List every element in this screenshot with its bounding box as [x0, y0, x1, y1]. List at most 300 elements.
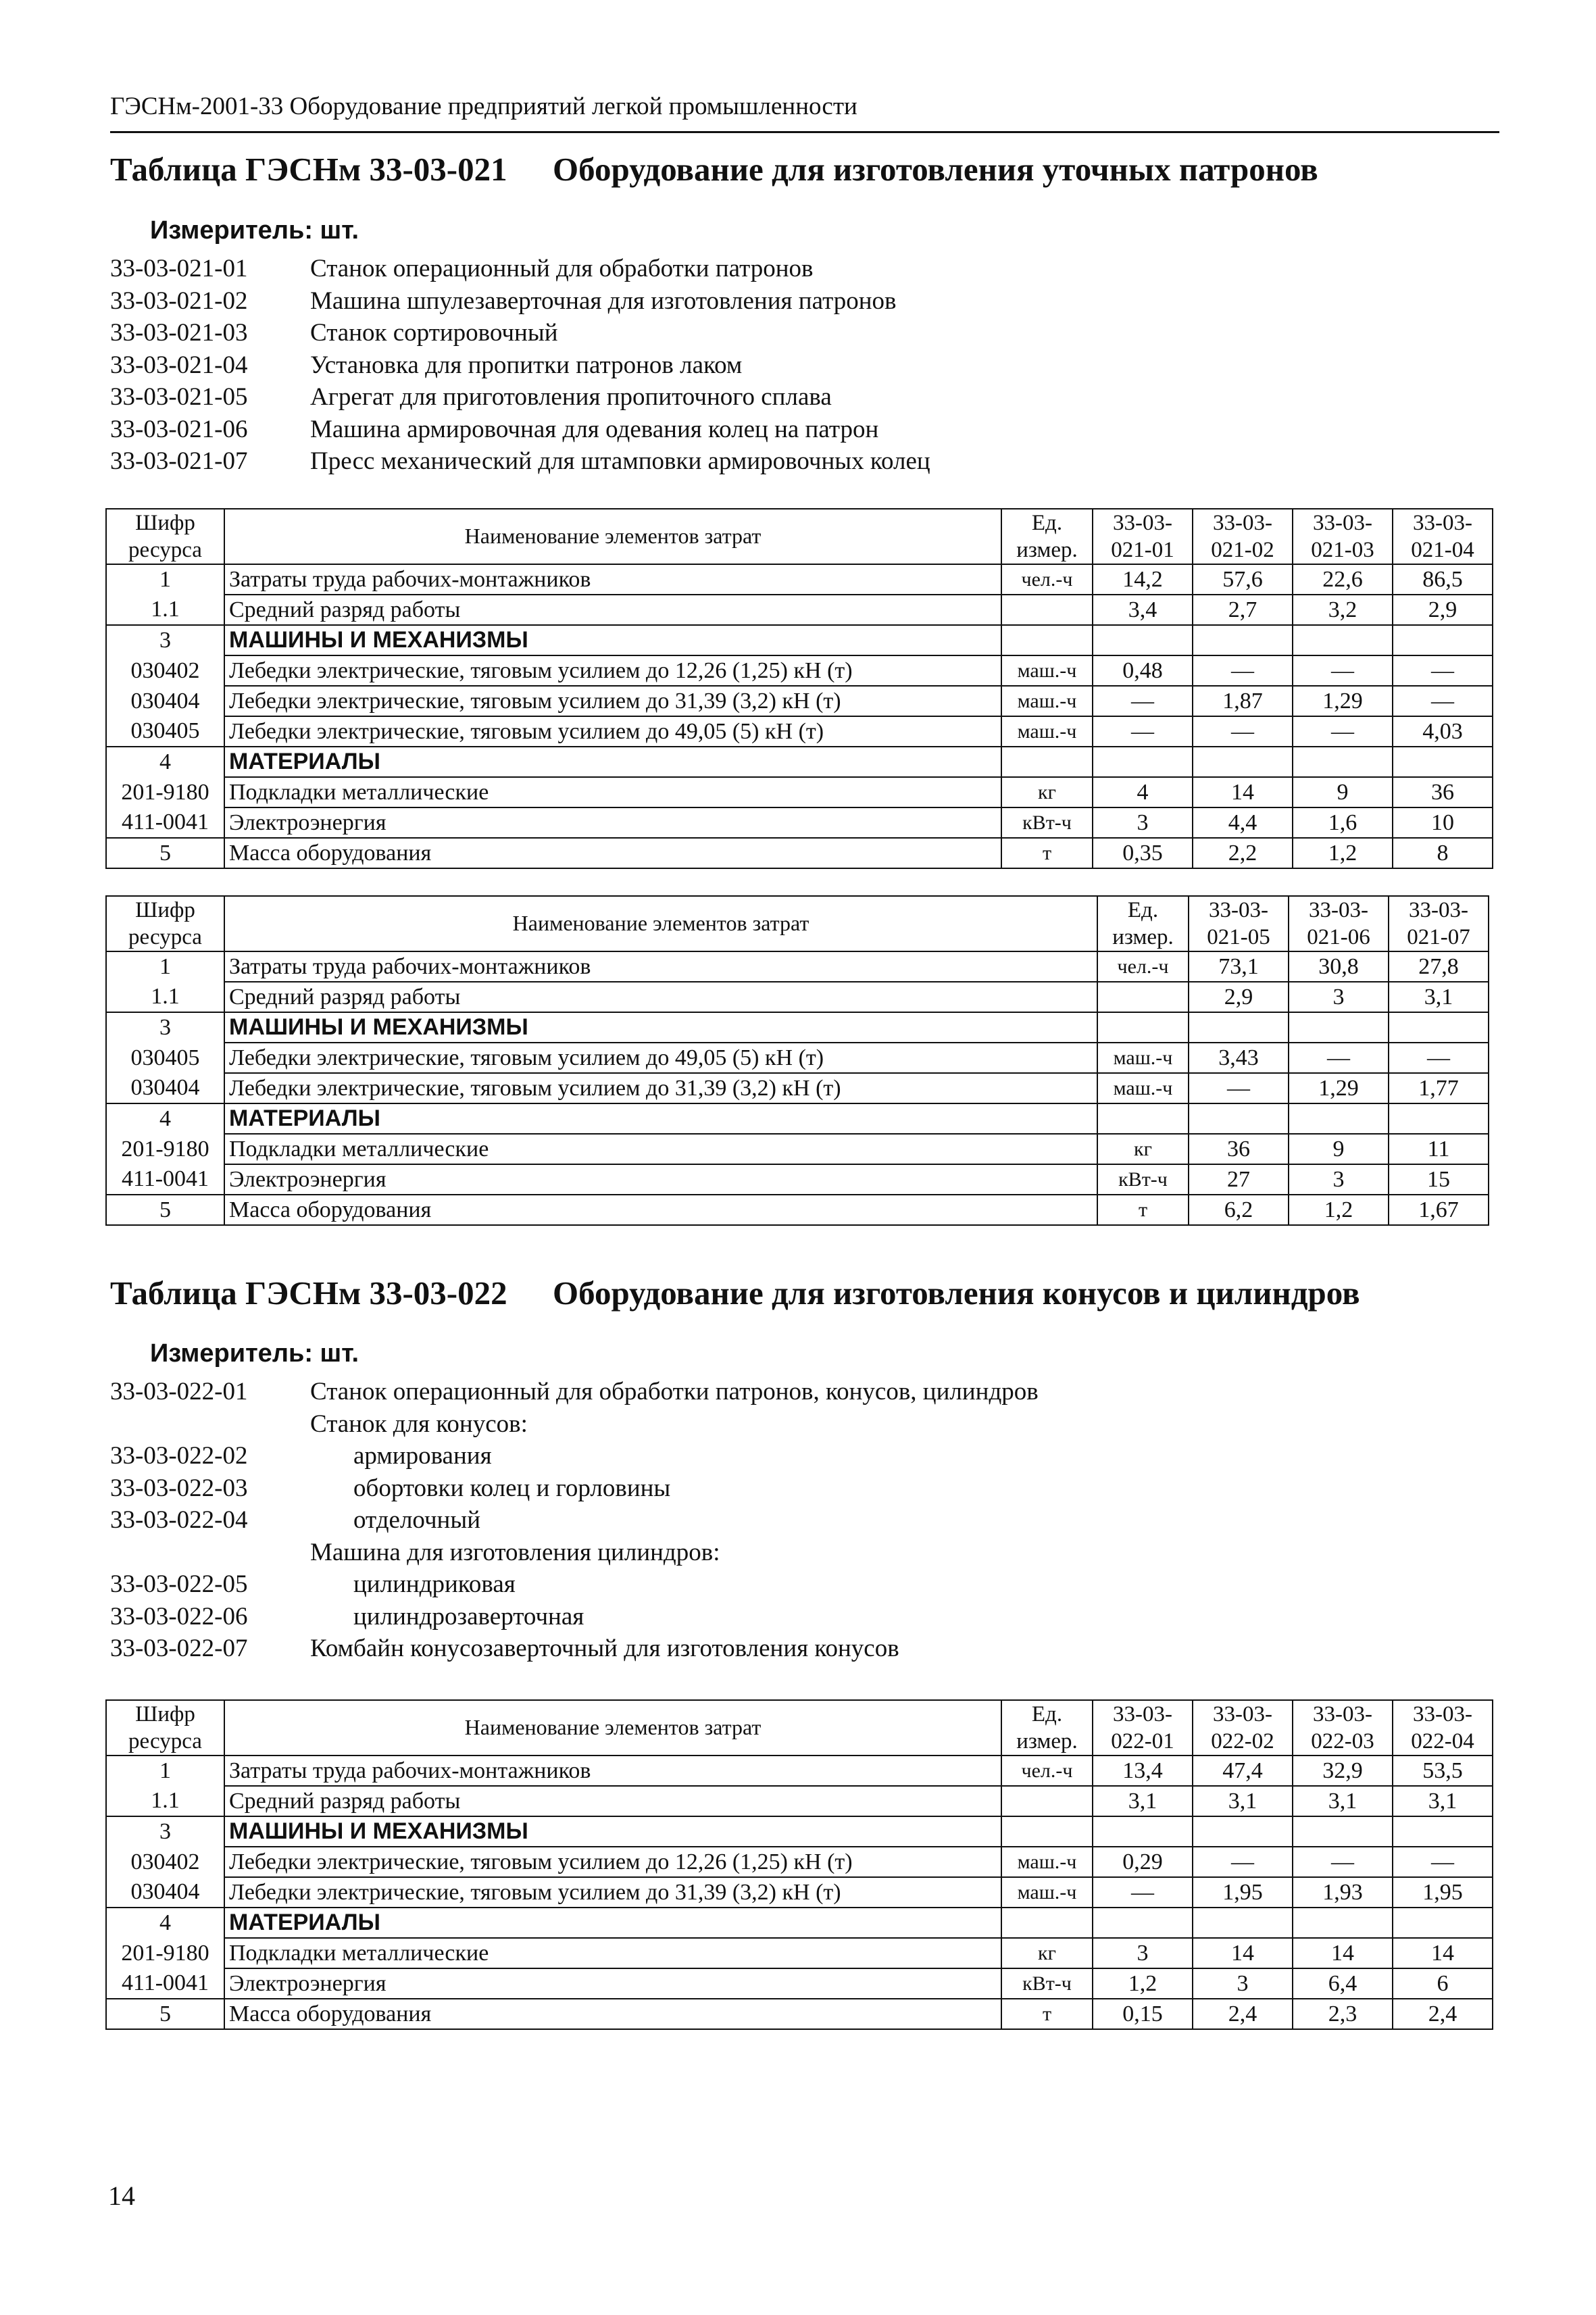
cost-element-name: МАШИНЫ И МЕХАНИЗМЫ [224, 625, 1001, 655]
item-description: цилиндрозаверточная [353, 1602, 584, 1631]
norm-value [1093, 1816, 1193, 1847]
resource-code: 5 [106, 838, 224, 868]
unit-of-measure: маш.-ч [1097, 1073, 1189, 1103]
header-column-code: 021-06 [1289, 924, 1389, 951]
code-list-item [110, 445, 930, 478]
cost-element-name: Затраты труда рабочих-монтажников [224, 951, 1097, 982]
code-list-item [110, 1537, 1039, 1569]
code-list-item [110, 349, 930, 382]
item-description: Пресс механический для штамповки армировочных колец [310, 447, 930, 475]
unit-of-measure: т [1001, 1999, 1093, 2029]
code-list-item [110, 1472, 1039, 1505]
header-column-code: 022-03 [1293, 1728, 1393, 1756]
unit-of-measure [1001, 1816, 1093, 1847]
norm-value: 2,2 [1193, 838, 1293, 868]
unit-of-measure [1097, 1103, 1189, 1134]
norm-value: 36 [1393, 777, 1493, 807]
table-row [106, 686, 1493, 716]
header-code: Шифр [106, 896, 224, 924]
header-column-code: 021-03 [1293, 537, 1393, 564]
resource-code: 1 [106, 564, 224, 595]
resource-code: 1.1 [106, 595, 224, 625]
norm-value: 10 [1393, 807, 1493, 838]
cost-element-name: Средний разряд работы [224, 595, 1001, 625]
unit-of-measure: кг [1001, 777, 1093, 807]
norm-value: 1,2 [1293, 838, 1393, 868]
norm-value: 32,9 [1293, 1756, 1393, 1786]
table-row [106, 1847, 1493, 1877]
norm-value: 1,29 [1293, 686, 1393, 716]
cost-element-name: Лебедки электрические, тяговым усилием до 49,05 (5) кН (т) [224, 716, 1001, 747]
table-row [106, 595, 1493, 625]
norm-value: 2,4 [1393, 1999, 1493, 2029]
norm-value: 4,03 [1393, 716, 1493, 747]
table-title-022 [110, 1274, 1360, 1312]
norm-value: 4 [1093, 777, 1193, 807]
norm-value: 3 [1289, 982, 1389, 1012]
resource-code: 4 [106, 747, 224, 777]
header-column-code: 33-03- [1393, 509, 1493, 537]
table-row [106, 716, 1493, 747]
resource-code: 030405 [106, 1043, 224, 1073]
cost-element-name: Затраты труда рабочих-монтажников [224, 564, 1001, 595]
item-code: 33-03-022-04 [110, 1506, 248, 1534]
norm-value [1093, 625, 1193, 655]
code-list-item [110, 414, 930, 446]
norm-value [1293, 1908, 1393, 1938]
norm-value [1393, 1816, 1493, 1847]
norm-value [1293, 747, 1393, 777]
item-description: цилиндриковая [353, 1570, 516, 1598]
resource-code: 3 [106, 1012, 224, 1043]
table-row [106, 1012, 1489, 1043]
table-row [106, 1103, 1489, 1134]
unit-of-measure: чел.-ч [1001, 1756, 1093, 1786]
norm-value: — [1393, 655, 1493, 686]
table-row [106, 625, 1493, 655]
norm-value [1389, 1103, 1489, 1134]
norm-value [1289, 1103, 1389, 1134]
item-description: армирования [353, 1442, 492, 1470]
norm-value: 3,1 [1093, 1786, 1193, 1816]
table-row [106, 1908, 1493, 1938]
norm-value: — [1093, 716, 1193, 747]
norm-value [1189, 1012, 1289, 1043]
table-row [106, 564, 1493, 595]
resource-code: 5 [106, 1999, 224, 2029]
table-title-021 [110, 150, 1318, 189]
cost-element-name: Масса оборудования [224, 838, 1001, 868]
norm-value [1193, 747, 1293, 777]
resource-code: 030402 [106, 655, 224, 686]
norm-value: — [1393, 1847, 1493, 1877]
table-row [106, 1968, 1493, 1999]
table-header-row [106, 896, 1489, 924]
table-row [106, 1043, 1489, 1073]
norm-value [1193, 625, 1293, 655]
header-column-code: 33-03- [1189, 896, 1289, 924]
cost-element-name: Подкладки металлические [224, 1938, 1001, 1968]
table-header-row [106, 509, 1493, 537]
unit-of-measure: кВт-ч [1001, 807, 1093, 838]
unit-of-measure: т [1001, 838, 1093, 868]
norm-value: 3,4 [1093, 595, 1193, 625]
table-row [106, 1073, 1489, 1103]
unit-of-measure [1001, 595, 1093, 625]
header-code: ресурса [106, 1728, 224, 1756]
norm-value: 73,1 [1189, 951, 1289, 982]
cost-element-name: Подкладки металлические [224, 777, 1001, 807]
table-row [106, 1134, 1489, 1164]
norm-value: — [1293, 1847, 1393, 1877]
item-code: 33-03-022-06 [110, 1602, 248, 1631]
resource-code: 411-0041 [106, 807, 224, 838]
cost-element-name: Подкладки металлические [224, 1134, 1097, 1164]
item-description: Станок операционный для обработки патронов [310, 255, 814, 282]
norm-value: 30,8 [1289, 951, 1389, 982]
item-code: 33-03-021-05 [110, 383, 248, 411]
header-unit: измер. [1001, 1728, 1093, 1756]
code-list-item [110, 1440, 1039, 1472]
table-title-text: Оборудование для изготовления уточных патронов [553, 151, 1318, 188]
cost-element-name: Масса оборудования [224, 1999, 1001, 2029]
item-description: Агрегат для приготовления пропиточного сплава [310, 383, 832, 411]
cost-element-name: Лебедки электрические, тяговым усилием до 31,39 (3,2) кН (т) [224, 1877, 1001, 1908]
table-header-row [106, 1700, 1493, 1728]
norm-value: — [1389, 1043, 1489, 1073]
norm-value: 2,9 [1393, 595, 1493, 625]
norm-value: 2,9 [1189, 982, 1289, 1012]
header-column-code: 33-03- [1289, 896, 1389, 924]
item-code: 33-03-022-01 [110, 1378, 248, 1405]
resource-code: 411-0041 [106, 1164, 224, 1195]
norm-value: 3 [1093, 807, 1193, 838]
item-code: 33-03-022-03 [110, 1474, 248, 1502]
unit-of-measure [1001, 625, 1093, 655]
table-row [106, 1786, 1493, 1816]
header-column-code: 33-03- [1193, 1700, 1293, 1728]
code-list-item [110, 317, 930, 349]
item-code [110, 1537, 310, 1569]
norm-value: 3,1 [1393, 1786, 1493, 1816]
norm-value [1393, 747, 1493, 777]
norm-value: — [1093, 686, 1193, 716]
cost-element-name: Лебедки электрические, тяговым усилием до 31,39 (3,2) кН (т) [224, 1073, 1097, 1103]
header-unit: измер. [1097, 924, 1189, 951]
norm-value: — [1293, 655, 1393, 686]
header-column-code: 021-02 [1193, 537, 1293, 564]
unit-of-measure: маш.-ч [1001, 1847, 1093, 1877]
table-row [106, 838, 1493, 868]
norm-value [1289, 1012, 1389, 1043]
unit-of-measure: чел.-ч [1097, 951, 1189, 982]
item-code: 33-03-022-05 [110, 1570, 248, 1598]
unit-of-measure: кВт-ч [1097, 1164, 1189, 1195]
norm-value: 47,4 [1193, 1756, 1293, 1786]
header-name: Наименование элементов затрат [224, 896, 1097, 951]
norm-value: 9 [1293, 777, 1393, 807]
item-description: Установка для пропитки патронов лаком [310, 351, 743, 379]
table-row [106, 1816, 1493, 1847]
item-description: Станок операционный для обработки патронов, конусов, цилиндров [310, 1378, 1039, 1405]
unit-of-measure: маш.-ч [1001, 655, 1093, 686]
norm-value: — [1193, 655, 1293, 686]
norm-value: 6,2 [1189, 1195, 1289, 1225]
unit-of-measure [1097, 982, 1189, 1012]
header-unit: измер. [1001, 537, 1093, 564]
header-column-code: 021-07 [1389, 924, 1489, 951]
table-title-text: Оборудование для изготовления конусов и цилиндров [553, 1274, 1360, 1312]
item-description: Машина для изготовления цилиндров: [310, 1538, 720, 1566]
item-code: 33-03-022-02 [110, 1442, 248, 1470]
norm-value: 3 [1093, 1938, 1193, 1968]
norm-value: 1,77 [1389, 1073, 1489, 1103]
norm-value: — [1289, 1043, 1389, 1073]
table-row [106, 1195, 1489, 1225]
norm-value: 3,1 [1293, 1786, 1393, 1816]
cost-element-name: Масса оборудования [224, 1195, 1097, 1225]
header-code: Шифр [106, 509, 224, 537]
norm-value: — [1293, 716, 1393, 747]
table-row [106, 777, 1493, 807]
norm-value: 2,7 [1193, 595, 1293, 625]
item-description: Станок для конусов: [310, 1410, 528, 1438]
cost-element-name: МАШИНЫ И МЕХАНИЗМЫ [224, 1816, 1001, 1847]
norm-value: 11 [1389, 1134, 1489, 1164]
page-number: 14 [108, 2181, 135, 2211]
code-list-item [110, 1408, 1039, 1441]
header-name: Наименование элементов затрат [224, 1700, 1001, 1756]
table-row [106, 951, 1489, 982]
cost-element-name: МАТЕРИАЛЫ [224, 1103, 1097, 1134]
unit-of-measure [1001, 1786, 1093, 1816]
header-unit: Ед. [1097, 896, 1189, 924]
norm-value [1193, 1908, 1293, 1938]
norm-value: — [1193, 716, 1293, 747]
norm-value: 3,1 [1389, 982, 1489, 1012]
running-header: ГЭСНм-2001-33 Оборудование предприятий легкой промышленности [110, 93, 857, 120]
header-column-code: 33-03- [1293, 1700, 1393, 1728]
cost-element-name: МАТЕРИАЛЫ [224, 747, 1001, 777]
cost-element-name: Лебедки электрические, тяговым усилием до 31,39 (3,2) кН (т) [224, 686, 1001, 716]
item-description: обортовки колец и горловины [353, 1474, 671, 1502]
norm-value: 3 [1193, 1968, 1293, 1999]
header-code: Шифр [106, 1700, 224, 1728]
resource-code: 4 [106, 1103, 224, 1134]
code-list-item [110, 1568, 1039, 1601]
norm-value: 1,95 [1193, 1877, 1293, 1908]
norm-value: — [1189, 1073, 1289, 1103]
item-description: Машина армировочная для одевания колец на патрон [310, 415, 879, 443]
norm-value: 2,4 [1193, 1999, 1293, 2029]
norm-value: 9 [1289, 1134, 1389, 1164]
resource-code: 030404 [106, 1877, 224, 1908]
header-code: ресурса [106, 924, 224, 951]
header-column-code: 33-03- [1293, 509, 1393, 537]
header-column-code: 022-01 [1093, 1728, 1193, 1756]
norm-value: 6 [1393, 1968, 1493, 1999]
item-code: 33-03-021-06 [110, 415, 248, 443]
code-list-021 [110, 253, 930, 478]
norm-value: 6,4 [1293, 1968, 1393, 1999]
table-title-code: Таблица ГЭСНм 33-03-022 [110, 1274, 507, 1312]
unit-of-measure: маш.-ч [1001, 1877, 1093, 1908]
unit-of-measure: кг [1097, 1134, 1189, 1164]
item-code: 33-03-021-03 [110, 319, 248, 347]
header-column-code: 021-05 [1189, 924, 1289, 951]
header-column-code: 022-02 [1193, 1728, 1293, 1756]
norm-value: 3,43 [1189, 1043, 1289, 1073]
header-column-code: 33-03- [1193, 509, 1293, 537]
resource-code: 030402 [106, 1847, 224, 1877]
cost-element-name: Лебедки электрические, тяговым усилием до 12,26 (1,25) кН (т) [224, 1847, 1001, 1877]
header-column-code: 33-03- [1093, 509, 1193, 537]
norm-value: 14 [1193, 777, 1293, 807]
norm-value: 1,67 [1389, 1195, 1489, 1225]
resource-code: 411-0041 [106, 1968, 224, 1999]
norm-value: 36 [1189, 1134, 1289, 1164]
table-row [106, 1938, 1493, 1968]
unit-of-measure: т [1097, 1195, 1189, 1225]
code-list-item [110, 381, 930, 414]
norm-value: 1,29 [1289, 1073, 1389, 1103]
header-column-code: 021-04 [1393, 537, 1493, 564]
table-row [106, 1999, 1493, 2029]
header-unit: Ед. [1001, 509, 1093, 537]
header-column-code: 33-03- [1389, 896, 1489, 924]
norm-value: 14 [1293, 1938, 1393, 1968]
table-row [106, 807, 1493, 838]
code-list-022 [110, 1376, 1039, 1665]
measure-unit: Измеритель: шт. [150, 1339, 359, 1368]
table-row [106, 747, 1493, 777]
header-column-code: 33-03- [1093, 1700, 1193, 1728]
norm-value: 0,15 [1093, 1999, 1193, 2029]
resource-code: 1.1 [106, 1786, 224, 1816]
cost-element-name: Средний разряд работы [224, 982, 1097, 1012]
unit-of-measure: кг [1001, 1938, 1093, 1968]
cost-element-name: Лебедки электрические, тяговым усилием до 12,26 (1,25) кН (т) [224, 655, 1001, 686]
norm-value: 1,93 [1293, 1877, 1393, 1908]
cost-element-name: Затраты труда рабочих-монтажников [224, 1756, 1001, 1786]
resource-code: 1 [106, 1756, 224, 1786]
cost-element-name: Средний разряд работы [224, 1786, 1001, 1816]
norm-value: 0,29 [1093, 1847, 1193, 1877]
item-code: 33-03-022-07 [110, 1635, 248, 1662]
unit-of-measure: чел.-ч [1001, 564, 1093, 595]
norm-value: 8 [1393, 838, 1493, 868]
norm-value: 14 [1393, 1938, 1493, 1968]
item-code: 33-03-021-01 [110, 255, 248, 282]
header-name: Наименование элементов затрат [224, 509, 1001, 564]
unit-of-measure: маш.-ч [1001, 716, 1093, 747]
norm-value [1393, 1908, 1493, 1938]
item-description: Комбайн конусозаверточный для изготовления конусов [310, 1635, 899, 1662]
unit-of-measure [1001, 1908, 1093, 1938]
code-list-item [110, 285, 930, 318]
header-column-code: 022-04 [1393, 1728, 1493, 1756]
cost-element-name: МАШИНЫ И МЕХАНИЗМЫ [224, 1012, 1097, 1043]
norm-value: 14 [1193, 1938, 1293, 1968]
item-description: Станок сортировочный [310, 319, 558, 347]
code-list-item [110, 1633, 1039, 1665]
table-row [106, 1877, 1493, 1908]
unit-of-measure: маш.-ч [1001, 686, 1093, 716]
unit-of-measure: маш.-ч [1097, 1043, 1189, 1073]
item-code: 33-03-021-07 [110, 447, 248, 475]
norm-value [1093, 1908, 1193, 1938]
unit-of-measure [1001, 747, 1093, 777]
resource-code: 3 [106, 625, 224, 655]
resource-code: 3 [106, 1816, 224, 1847]
resource-code: 4 [106, 1908, 224, 1938]
norm-value [1193, 1816, 1293, 1847]
unit-of-measure [1097, 1012, 1189, 1043]
norm-value: 0,48 [1093, 655, 1193, 686]
item-description: Машина шпулезаверточная для изготовления патронов [310, 287, 897, 315]
norm-value: 27,8 [1389, 951, 1489, 982]
norm-table-021-b [105, 895, 1489, 1226]
table-row [106, 982, 1489, 1012]
cost-element-name: Лебедки электрические, тяговым усилием до 49,05 (5) кН (т) [224, 1043, 1097, 1073]
item-description: отделочный [353, 1506, 481, 1534]
code-list-item [110, 253, 930, 285]
norm-value: 1,87 [1193, 686, 1293, 716]
norm-value [1389, 1012, 1489, 1043]
resource-code: 1.1 [106, 982, 224, 1012]
header-column-code: 33-03- [1393, 1700, 1493, 1728]
norm-value: 2,3 [1293, 1999, 1393, 2029]
resource-code: 201-9180 [106, 1134, 224, 1164]
norm-value: 3 [1289, 1164, 1389, 1195]
resource-code: 201-9180 [106, 1938, 224, 1968]
norm-value: 3,2 [1293, 595, 1393, 625]
norm-value: 86,5 [1393, 564, 1493, 595]
norm-value: 1,2 [1093, 1968, 1193, 1999]
resource-code: 030405 [106, 716, 224, 747]
norm-value: — [1093, 1877, 1193, 1908]
measure-unit: Измеритель: шт. [150, 216, 359, 245]
resource-code: 1 [106, 951, 224, 982]
norm-value: 13,4 [1093, 1756, 1193, 1786]
cost-element-name: Электроэнергия [224, 807, 1001, 838]
cost-element-name: Электроэнергия [224, 1968, 1001, 1999]
norm-table-021-a [105, 508, 1493, 869]
norm-value: — [1193, 1847, 1293, 1877]
header-column-code: 021-01 [1093, 537, 1193, 564]
norm-value: — [1393, 686, 1493, 716]
norm-value [1093, 747, 1193, 777]
table-row [106, 1756, 1493, 1786]
norm-value: 57,6 [1193, 564, 1293, 595]
item-code [110, 1408, 310, 1441]
resource-code: 5 [106, 1195, 224, 1225]
norm-value: 27 [1189, 1164, 1289, 1195]
norm-value [1293, 1816, 1393, 1847]
norm-value: 0,35 [1093, 838, 1193, 868]
item-code: 33-03-021-04 [110, 351, 248, 379]
code-list-item [110, 1601, 1039, 1633]
norm-value: 1,2 [1289, 1195, 1389, 1225]
norm-table-022 [105, 1699, 1493, 2030]
norm-value: 1,95 [1393, 1877, 1493, 1908]
header-rule [110, 131, 1499, 133]
norm-value: 14,2 [1093, 564, 1193, 595]
cost-element-name: Электроэнергия [224, 1164, 1097, 1195]
table-title-code: Таблица ГЭСНм 33-03-021 [110, 151, 507, 188]
table-row [106, 655, 1493, 686]
code-list-item [110, 1376, 1039, 1408]
